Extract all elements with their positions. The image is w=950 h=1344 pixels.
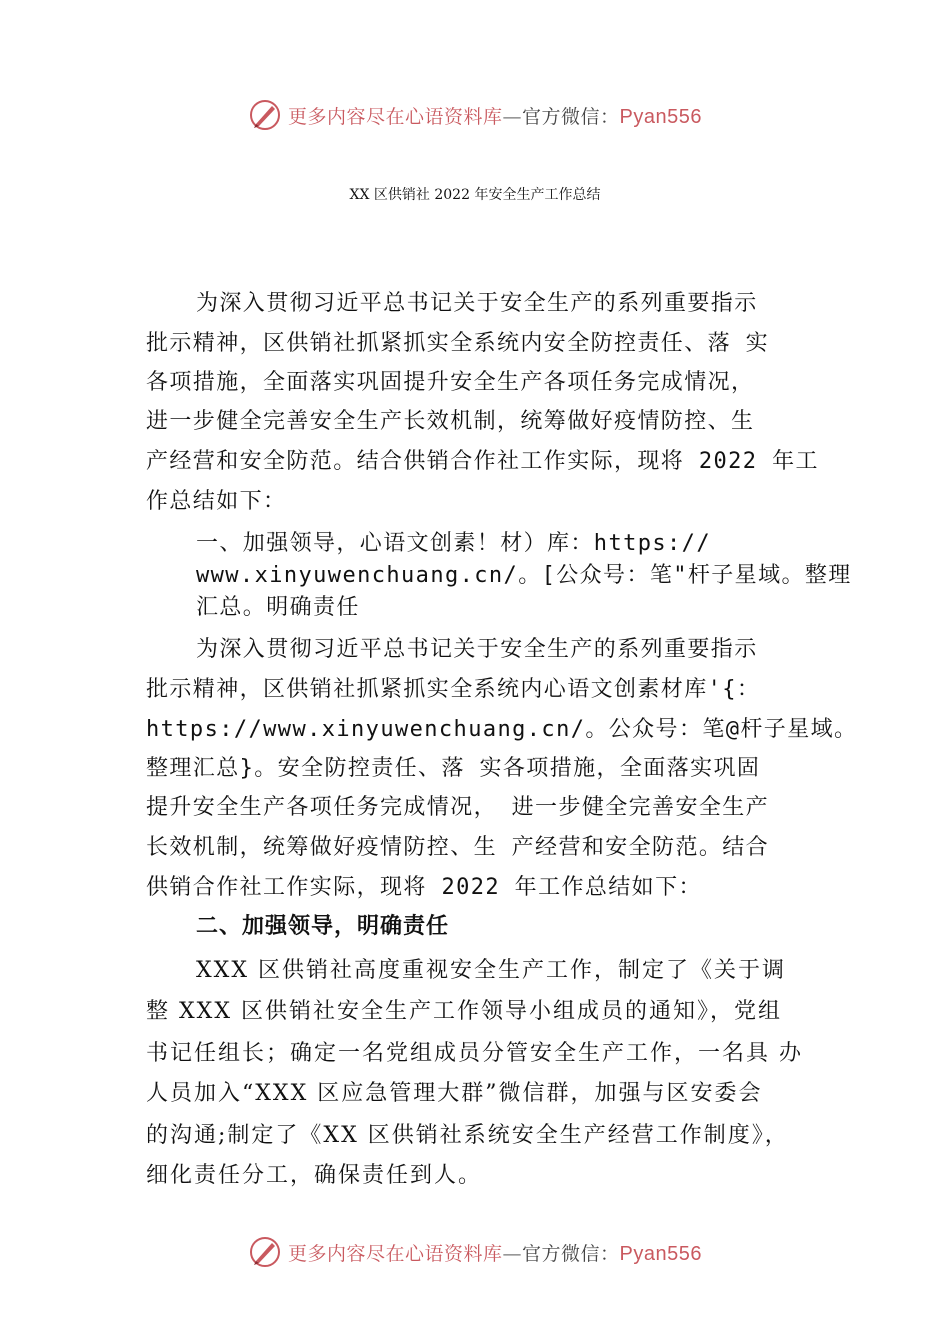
watermark-main-text: 更多内容尽在心语资料库: [288, 105, 503, 128]
body-line: 作总结如下：: [146, 489, 287, 514]
section-heading: 二、加强领导，明确责任: [196, 914, 450, 939]
body-line: 细化责任分工，确保责任到人。: [146, 1163, 483, 1188]
watermark-text: [288, 1239, 702, 1266]
body-line: 为深入贯彻习近平总书记关于安全生产的系列重要指示: [196, 291, 758, 316]
body-line: 人员加入“XXX 区应急管理大群”微信群，加强与区安委会: [146, 1081, 763, 1106]
watermark-wechat-id: Pyan556: [619, 1242, 702, 1265]
body-line: 长效机制，统筹做好疫情防控、生 产经营和安全防范。结合: [146, 835, 770, 860]
body-line: www.xinyuwenchuang.cn/。[公众号：笔"杆子星域。整理: [196, 563, 852, 588]
watermark-main-text: 更多内容尽在心语资料库: [288, 1242, 503, 1265]
body-line: 产经营和安全防范。结合供销合作社工作实际，现将 2022 年工: [146, 449, 819, 474]
watermark-label: 官方微信：: [522, 105, 620, 128]
body-line: 提升安全生产各项任务完成情况， 进一步健全完善安全生产: [146, 795, 770, 820]
watermark-footer: [0, 1232, 950, 1272]
body-line: 的沟通;制定了《XX 区供销社系统安全生产经营工作制度》，: [146, 1123, 789, 1148]
body-line: 批示精神，区供销社抓紧抓实全系统内心语文创素材库'{：: [146, 677, 761, 702]
body-line: XXX 区供销社高度重视安全生产工作，制定了《关于调: [196, 958, 786, 983]
body-line: 进一步健全完善安全生产长效机制，统筹做好疫情防控、生: [146, 409, 755, 434]
body-line: 汇总。明确责任: [196, 595, 360, 620]
body-line: 书记任组长；确定一名党组成员分管安全生产工作，一名具 办: [146, 1041, 803, 1066]
body-line: 一、加强领导，心语文创素！材）库：https://: [196, 531, 711, 556]
watermark-dash: —: [502, 105, 523, 128]
body-line: 供销合作社工作实际，现将 2022 年工作总结如下：: [146, 875, 702, 900]
body-line: 批示精神，区供销社抓紧抓实全系统内安全防控责任、落 实: [146, 331, 770, 356]
body-line: 整 XXX 区供销社安全生产工作领导小组成员的通知》，党组: [146, 999, 782, 1024]
watermark-dash: —: [502, 1242, 523, 1265]
body-line: 整理汇总}。安全防控责任、落 实各项措施，全面落实巩固: [146, 756, 761, 781]
document-title: XX 区供销社 2022 年安全生产工作总结: [349, 187, 601, 203]
watermark-text: [288, 102, 702, 129]
body-line: https://www.xinyuwenchuang.cn/。公众号：笔@杆子星域。: [146, 717, 858, 742]
watermark-header: [0, 95, 950, 135]
watermark-wechat-id: Pyan556: [619, 105, 702, 128]
watermark-label: 官方微信：: [522, 1242, 620, 1265]
body-line: 为深入贯彻习近平总书记关于安全生产的系列重要指示: [196, 637, 758, 662]
pen-logo-icon: [248, 98, 282, 132]
pen-logo-icon: [248, 1235, 282, 1269]
body-line: 各项措施，全面落实巩固提升安全生产各项任务完成情况，: [146, 370, 755, 395]
